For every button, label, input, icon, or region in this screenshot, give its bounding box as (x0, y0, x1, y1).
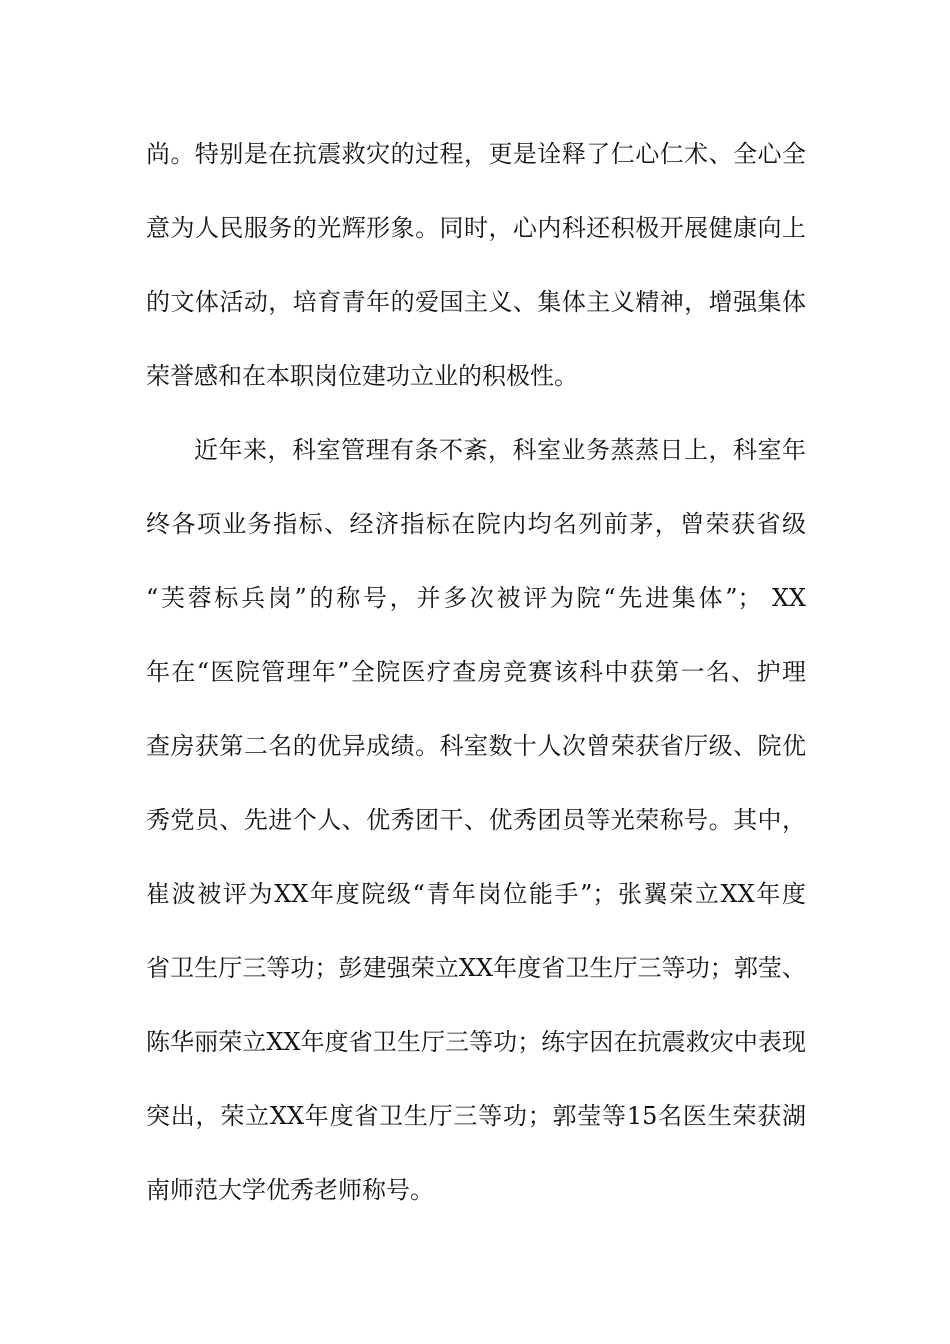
text-line: 崔波被评为XX年度院级“青年岗位能手”；张翼荣立XX年度 (146, 880, 806, 908)
text-line: 尚。特别是在抗震救灾的过程，更是诠释了仁心仁术、全心全 (146, 140, 806, 168)
text-line: 终各项业务指标、经济指标在院内均名列前茅，曾荣获省级 (146, 510, 806, 538)
text-line: 意为人民服务的光辉形象。同时，心内科还积极开展健康向上 (146, 214, 806, 242)
paragraph-1 (146, 117, 806, 413)
text-line: 省卫生厅三等功；彭建强荣立XX年度省卫生厅三等功；郭莹、 (146, 954, 806, 982)
text-line: “芙蓉标兵岗”的称号，并多次被评为院“先进集体”； XX (146, 584, 806, 612)
text-line: 的文体活动，培育青年的爱国主义、集体主义精神，增强集体 (146, 288, 806, 316)
text-line: 近年来，科室管理有条不紊，科室业务蒸蒸日上，科室年 (194, 436, 806, 464)
text-line: 陈华丽荣立XX年度省卫生厅三等功；练宇因在抗震救灾中表现 (146, 1028, 806, 1056)
paragraph-2 (146, 413, 806, 1227)
text-line: 查房获第二名的优异成绩。科室数十人次曾荣获省厅级、院优 (146, 732, 806, 760)
text-line: 秀党员、先进个人、优秀团干、优秀团员等光荣称号。其中， (146, 806, 806, 834)
text-line: 南师范大学优秀老师称号。 (146, 1176, 434, 1204)
text-line: 年在“医院管理年”全院医疗查房竞赛该科中获第一名、护理 (146, 658, 806, 686)
text-line: 荣誉感和在本职岗位建功立业的积极性。 (146, 362, 578, 390)
text-line: 突出，荣立XX年度省卫生厅三等功；郭莹等15名医生荣获湖 (146, 1102, 806, 1130)
